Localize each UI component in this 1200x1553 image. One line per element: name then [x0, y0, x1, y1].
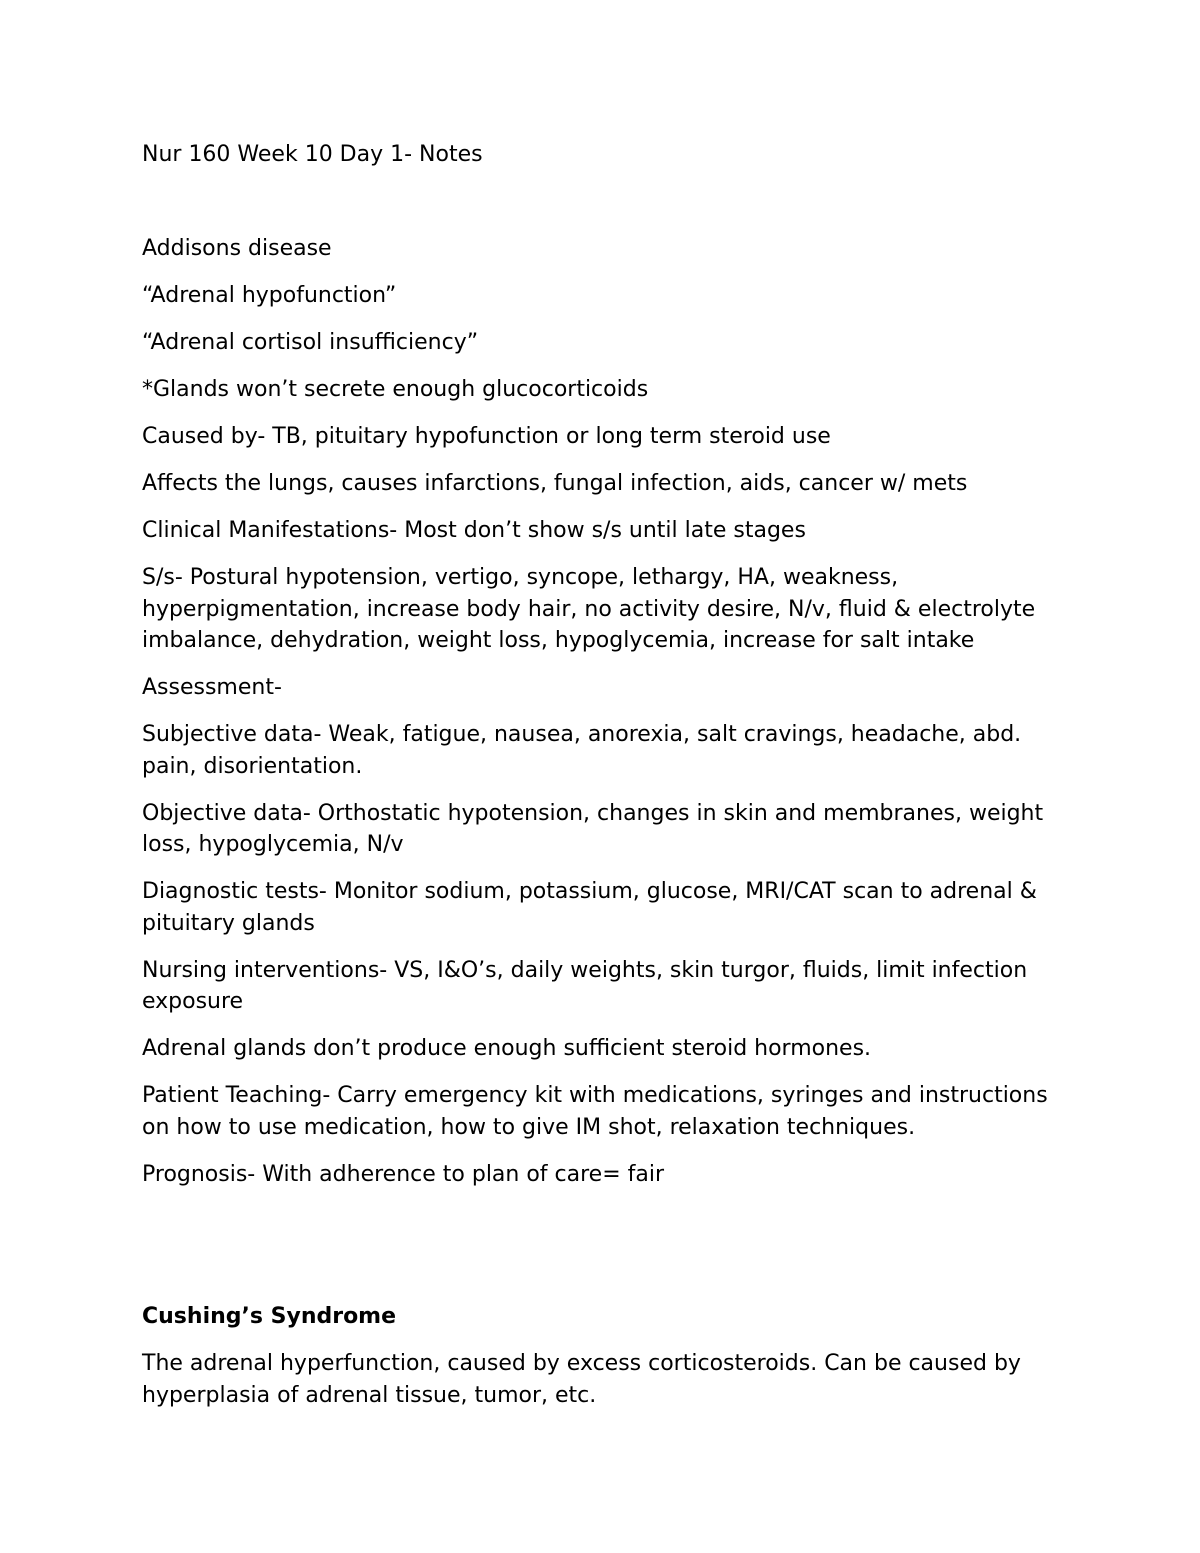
- cushings-heading: Cushing’s Syndrome: [142, 1304, 397, 1329]
- paragraph-subjective-data: Subjective data- Weak, fatigue, nausea, anorexia, salt cravings, headache, abd. pain, disorientation.: [142, 722, 1022, 779]
- paragraph-adrenal-cortisol-insufficiency: “Adrenal cortisol insufficiency”: [142, 330, 479, 355]
- paragraph-adrenal-hypofunction: “Adrenal hypofunction”: [142, 283, 397, 308]
- paragraph-affects: Affects the lungs, causes infarctions, fungal infection, aids, cancer w/ mets: [142, 471, 968, 496]
- paragraph-signs-symptoms: S/s- Postural hypotension, vertigo, syncope, lethargy, HA, weakness, hyperpigmentation, increase body hair, no activity desire, N/v, fluid & electrolyte imbalance, dehydration, weight loss, hypoglycemia, increase for salt intake: [142, 565, 1036, 653]
- paragraph-caused-by: Caused by- TB, pituitary hypofunction or long term steroid use: [142, 424, 831, 449]
- document-title: Nur 160 Week 10 Day 1- Notes: [142, 142, 483, 167]
- paragraph-diagnostic-tests: Diagnostic tests- Monitor sodium, potassium, glucose, MRI/CAT scan to adrenal & pituitary glands: [142, 879, 1037, 936]
- paragraph-nursing-interventions: Nursing interventions- VS, I&O’s, daily weights, skin turgor, fluids, limit infection exposure: [142, 957, 1028, 1014]
- paragraph-cushings-description: The adrenal hyperfunction, caused by excess corticosteroids. Can be caused by hyperplasia of adrenal tissue, tumor, etc.: [142, 1351, 1021, 1408]
- paragraph-prognosis: Prognosis- With adherence to plan of care= fair: [142, 1161, 665, 1187]
- paragraph-adrenal-glands: Adrenal glands don’t produce enough sufficient steroid hormones.: [142, 1036, 872, 1061]
- paragraph-objective-data: Objective data- Orthostatic hypotension, changes in skin and membranes, weight loss, hypoglycemia, N/v: [142, 800, 1044, 857]
- paragraph-addisons-disease: Addisons disease: [142, 236, 332, 261]
- paragraph-glands-note: *Glands won’t secrete enough glucocorticoids: [142, 377, 649, 402]
- paragraph-clinical-manifestations: Clinical Manifestations- Most don’t show s/s until late stages: [142, 518, 806, 543]
- paragraph-assessment: Assessment-: [142, 675, 282, 700]
- paragraph-patient-teaching: Patient Teaching- Carry emergency kit with medications, syringes and instructions on how to use medication, how to give IM shot, relaxation techniques.: [142, 1083, 1048, 1140]
- addisons-section: [142, 233, 1062, 1206]
